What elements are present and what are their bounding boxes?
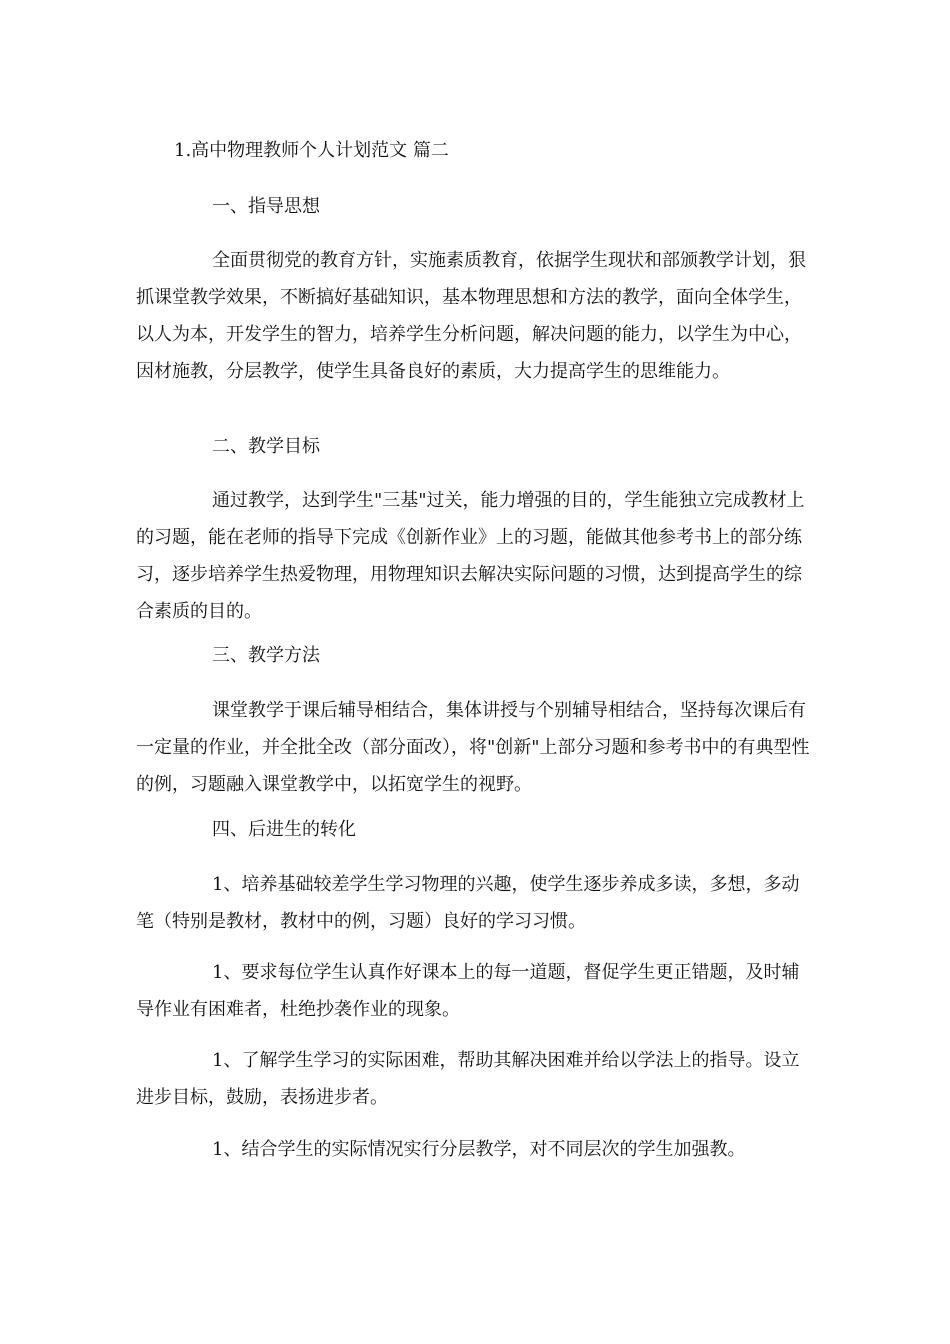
document-title: 1.高中物理教师个人计划范文 篇二: [174, 140, 449, 161]
section-2-paragraph-1: 通过教学，达到学生"三基"过关，能力增强的目的，学生能独立完成教材上的习题，能在老师的指导下完成《创新作业》上的习题，能做其他参考书上的部分练习，逐步培养学生热爱物理，用物理知识去解决实际问题的习惯，达到提高学生的综合素质的目的。: [136, 490, 805, 622]
section-3-paragraph-1: 课堂教学于课后辅导相结合，集体讲授与个别辅导相结合，坚持每次课后有一定量的作业，并全批全改（部分面改），将"创新"上部分习题和参考书中的有典型性的例，习题融入课堂教学中，以拓宽学生的视野。: [136, 700, 810, 795]
section-1-paragraph-1: 全面贯彻党的教育方针，实施素质教育，依据学生现状和部颁教学计划，狠抓课堂教学效果，不断搞好基础知识，基本物理思想和方法的教学，面向全体学生，以人为本，开发学生的智力，培养学生分析问题，解决问题的能力，以学生为中心，因材施教，分层教学，使学生具备良好的素质，大力提高学生的思维能力。: [136, 250, 806, 382]
section-4-item-2: 1、要求每位学生认真作好课本上的每一道题，督促学生更正错题，及时辅导作业有困难者，杜绝抄袭作业的现象。: [136, 962, 800, 1020]
section-heading-4: 四、后进生的转化: [212, 819, 356, 840]
section-4-item-4: 1、结合学生的实际情况实行分层教学，对不同层次的学生加强教。: [212, 1139, 746, 1160]
section-heading-2: 二、教学目标: [212, 436, 320, 457]
section-4-item-3: 1、了解学生学习的实际困难，帮助其解决困难并给以学法上的指导。设立进步目标，鼓励，表扬进步者。: [136, 1050, 800, 1108]
section-4-item-1: 1、培养基础较差学生学习物理的兴趣，使学生逐步养成多读，多想，多动笔（特别是教材，教材中的例，习题）良好的学习习惯。: [136, 874, 800, 932]
section-heading-3: 三、教学方法: [212, 645, 320, 666]
section-heading-1: 一、指导思想: [212, 196, 320, 217]
